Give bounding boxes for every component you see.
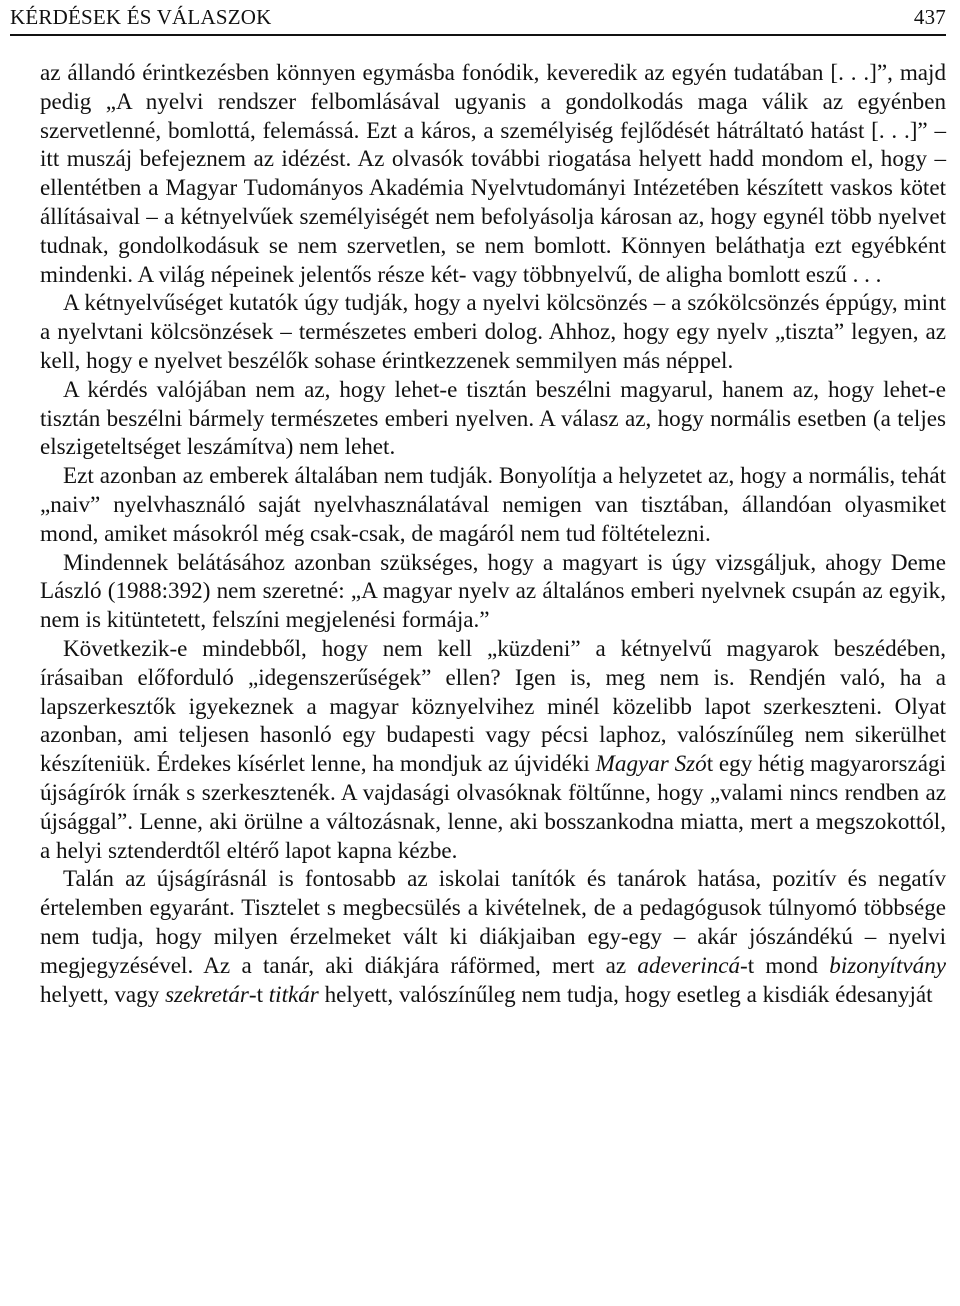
text-run: A kérdés valójában nem az, hogy lehet-e tisztán beszélni magyarul, hanem az, hogy lehet-e tisztán beszélni bármely természetes emberi nyelven. A válasz az, hogy normális esetben (a teljes elszigeteltséget leszámítva) nem lehet. — [40, 375, 946, 460]
paragraph — [40, 58, 946, 288]
italic-term: adeverincá — [637, 951, 740, 978]
paragraph — [40, 548, 946, 634]
paragraph — [40, 634, 946, 864]
page-number: 437 — [913, 5, 946, 29]
text-run: Mindennek belátásához azonban szükséges, hogy a magyart is úgy vizsgáljuk, ahogy Deme László (1988:392) nem szeretné: „A magyar nyelv az általános emberi nyelvnek csupán az egyik, nem is kitüntetett, felszíni megjelenési formája.” — [40, 548, 946, 633]
paragraph — [40, 375, 946, 461]
text-run: az állandó érintkezésben könnyen egymásba fonódik, keveredik az egyén tudatában [. . .]”, majd pedig „A nyelvi rendszer felbomlásával ugyanis a gondolkodás maga válik az egyénben szervetlenné, bomlottá, felemássá. Ezt a káros, a személyiség fejlődését hátráltató hatást [. . .]” – itt muszáj befejeznem az idézést. Az olvasók további riogatása helyett hadd mondom el, hogy – ellentétben a Magyar Tudományos Akadémia Nyelvtudományi Intézetében készített vaskos kötet állításaival – a kétnyelvűek személyiségét nem befolyásolja károsan az, hogy egynél több nyelvet tudnak, gondolkodásuk se nem szervetlen, se nem bomlott. Könnyen beláthatja ezt egyébként mindenki. A világ népeinek jelentős része két- vagy többnyelvű, de aligha bomlott eszű . . . — [40, 59, 946, 287]
running-head — [10, 2, 946, 30]
italic-term: szekretár — [165, 980, 249, 1007]
text-run: Talán az újságírásnál is fontosabb az iskolai tanítók és tanárok hatása, pozitív és negatív értelemben egyaránt. Tisztelet s megbecsülés a kivételnek, de a pedagógusok túlnyomó többsége nem tudja, hogy milyen érzelmeket vált ki diákjaiban egy-egy – akár jószándékú – nyelvi megjegyzésével. Az a tanár, aki diákjára ráförmed, mert az — [40, 865, 946, 978]
paragraph — [40, 864, 946, 1008]
text-run: helyett, vagy — [40, 980, 166, 1007]
italic-term: Magyar Szó — [595, 750, 707, 777]
text-run: Következik-e mindebből, hogy nem kell „küzdeni” a kétnyelvű magyarok beszédében, írásaiban előforduló „idegenszerűségek” ellen? Igen is, meg nem is. Rendjén való, ha a lapszerkesztők igyekeznek a magyar köznyelvihez minél közelibb lapot szerkeszteni. Olyat azonban, ami teljesen hasonló egy budapesti vagy pécsi laphoz, valószínűleg nem sikerülhet készíteniük. Érdekes kísérlet lenne, ha mondjuk az újvidéki — [40, 634, 946, 777]
header-rule — [10, 34, 946, 36]
text-run: -t — [248, 980, 269, 1007]
text-run: Ezt azonban az emberek általában nem tudják. Bonyolítja a helyzetet az, hogy a normális, tehát „naiv” nyelvhasználó saját nyelvhasználatával nemigen van tisztában, állandóan olyasmiket mond, amiket másokról még csak-csak, de magáról nem tud föltételezni. — [40, 462, 946, 546]
text-run: -t mond — [740, 951, 830, 978]
text-run: A kétnyelvűséget kutatók úgy tudják, hogy a nyelvi kölcsönzés – a szókölcsönzés éppúgy, mint a nyelvtani kölcsönzések – természetes emberi dolog. Ahhoz, hogy egy nyelv „tiszta” legyen, az kell, hogy e nyelvet beszélők sohase érintkezzenek semmilyen más néppel. — [40, 289, 946, 373]
paragraph — [40, 461, 946, 547]
italic-term: titkár — [268, 980, 319, 1007]
paragraph — [40, 288, 946, 374]
running-head-title: KÉRDÉSEK ÉS VÁLASZOK — [10, 5, 272, 29]
body-text — [40, 58, 946, 1008]
text-run: t egy hétig magyarországi újságírók írnák s szerkesztenék. A vajdasági olvasóknak föltűnne, hogy „valami nincs rendben az újsággal”. Lenne, aki örülne a változásnak, lenne, aki bosszankodna miatta, mert a megszokottól, a helyi sztenderdtől eltérő lapot kapna kézbe. — [40, 750, 946, 863]
italic-term: bizonyítvány — [829, 951, 946, 978]
text-run: helyett, valószínűleg nem tudja, hogy esetleg a kisdiák édesanyját — [318, 980, 933, 1007]
